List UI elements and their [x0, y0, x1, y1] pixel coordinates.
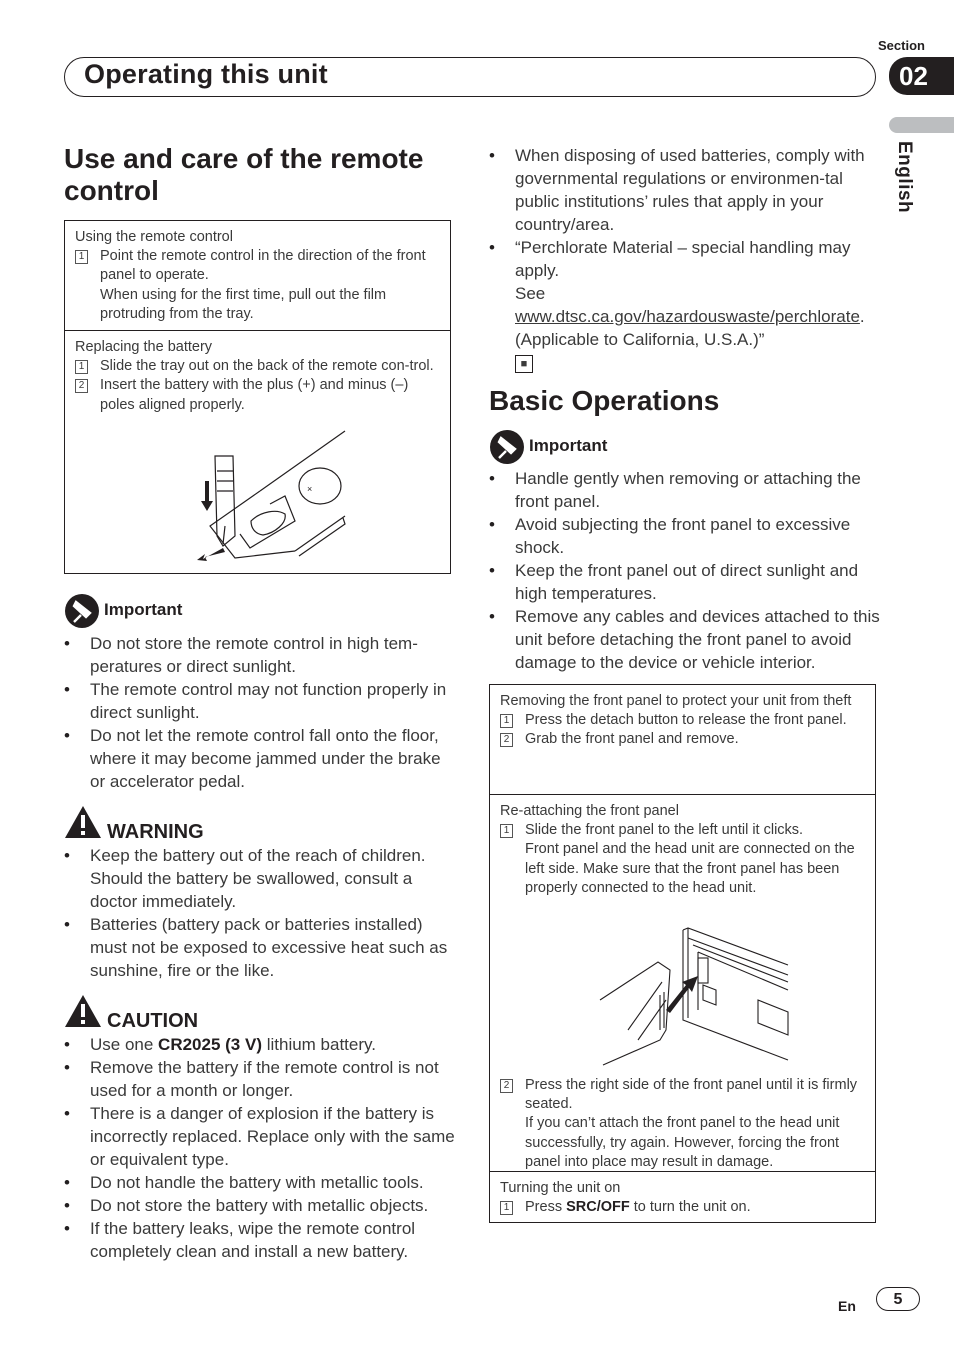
step-item [75, 376, 440, 414]
important-label: Important [529, 436, 608, 455]
step-note: When using for the first time, pull out the film protruding from the tray. [100, 286, 387, 322]
list-item: • If the battery leaks, wipe the remote control completely clean and install a new battery. [64, 1217, 456, 1263]
remote-control-instruction-box [64, 220, 451, 574]
important-pin-icon [489, 429, 525, 465]
text-segment: . (Applicable to California, U.S.A.)” [515, 307, 865, 349]
perchlorate-link[interactable]: www.dtsc.ca.gov/hazardouswaste/perchlorate [515, 307, 860, 326]
caution-label: CAUTION [107, 1010, 199, 1032]
list-item: • When disposing of used batteries, comply with governmental regulations or environmen-tal public institutions’ rules that apply in your country/area. [489, 144, 879, 236]
important-notice-left [64, 593, 183, 634]
replacing-battery-title: Replacing the battery [75, 339, 213, 355]
list-item: • Remove the battery if the remote control is not used for a month or longer. [64, 1056, 456, 1102]
replacing-battery-section [65, 331, 450, 415]
text-segment: Use one [90, 1035, 159, 1054]
step-number: 1 [500, 1201, 513, 1215]
step-number: 2 [500, 1079, 513, 1093]
warning-list [64, 844, 454, 982]
section-number-tab: 02 [889, 57, 954, 95]
list-item: • Do not store the battery with metallic objects. [64, 1194, 456, 1217]
list-item: • There is a danger of explosion if the battery is incorrectly replaced. Replace only with the same or equivalent type. [64, 1102, 456, 1171]
step-item [500, 711, 865, 730]
step-item [500, 821, 865, 898]
remote-control-heading: Use and care of the remote control [64, 143, 424, 206]
important-pin-icon [64, 593, 100, 629]
list-item: • Keep the battery out of the reach of children. Should the battery be swallowed, consult a doctor immediately. [64, 844, 454, 913]
caution-icon [64, 994, 102, 1028]
important-list-right [489, 467, 881, 674]
text-segment: See [515, 284, 546, 303]
step-text: Grab the front panel and remove. [525, 731, 739, 748]
end-mark: ■ [515, 355, 533, 373]
list-item: • The remote control may not function properly in direct sunlight. [64, 678, 454, 724]
step-number: 2 [75, 379, 88, 393]
list-item: • Do not store the remote control in high tem-peratures or direct sunlight. [64, 632, 454, 678]
list-item: • Do not let the remote control fall onto the floor, where it may become jammed under the brake or accelerator pedal. [64, 724, 454, 793]
front-panel-instruction-box [489, 684, 876, 1223]
step-text: Press the right side of the front panel until it is firmly seated. [525, 1077, 858, 1113]
step-text: Insert the battery with the plus (+) and minus (–) poles aligned properly. [100, 377, 409, 413]
step-item [75, 247, 440, 324]
list-item: • Batteries (battery pack or batteries installed) must not be exposed to excessive heat such as sunshine, fire or the like. [64, 913, 454, 982]
list-item: • Handle gently when removing or attaching the front panel. [489, 467, 881, 513]
step-number: 2 [500, 733, 513, 747]
perchlorate-text: “Perchlorate Material – special handling may apply. [515, 238, 851, 280]
step-note: If you can’t attach the front panel to the head unit successfully, try again. However, forcing the front panel into place may result in damage. [525, 1115, 840, 1170]
page-number: 5 [876, 1287, 920, 1311]
battery-replacement-illustration [195, 426, 355, 566]
reattaching-panel-title: Re-attaching the front panel [500, 803, 679, 819]
turning-on-title: Turning the unit on [500, 1180, 621, 1196]
list-item: • Do not handle the battery with metallic tools. [64, 1171, 456, 1194]
battery-type: CR2025 (3 V) [158, 1035, 262, 1054]
step-item [500, 1198, 865, 1217]
important-notice-right [489, 429, 608, 470]
list-item: • Remove any cables and devices attached to this unit before detaching the front panel to avoid damage to the device or vehicle interior. [489, 605, 881, 674]
list-item [64, 1033, 456, 1056]
list-item: • Avoid subjecting the front panel to excessive shock. [489, 513, 881, 559]
disposal-list [489, 144, 879, 373]
footer-language: En [838, 1298, 856, 1314]
language-label: English [894, 141, 915, 214]
step-number: 1 [500, 714, 513, 728]
important-list-left [64, 632, 454, 793]
list-item: • Keep the front panel out of direct sunlight and high temperatures. [489, 559, 881, 605]
warning-icon [64, 805, 102, 839]
caution-list [64, 1033, 456, 1263]
section-label: Section [878, 38, 925, 53]
step-text: Slide the front panel to the left until it clicks. [525, 822, 804, 839]
text-segment: Press [525, 1199, 567, 1216]
step-text: Press the detach button to release the front panel. [525, 712, 847, 729]
step-item [500, 730, 865, 749]
turning-on-section [490, 1172, 875, 1217]
warning-notice [64, 805, 204, 844]
basic-operations-heading: Basic Operations [489, 385, 720, 416]
using-remote-section [65, 221, 450, 324]
important-label: Important [104, 600, 183, 619]
warning-label: WARNING [107, 821, 204, 843]
step-text: Point the remote control in the direction of the front panel to operate. [100, 248, 426, 284]
text-segment: to turn the unit on. [629, 1199, 751, 1216]
removing-panel-title: Removing the front panel to protect your unit from theft [500, 693, 852, 709]
src-off-key: SRC/OFF [566, 1199, 630, 1216]
text-segment: lithium battery. [261, 1035, 376, 1054]
front-panel-attach-illustration [598, 900, 798, 1070]
step-text: Slide the tray out on the back of the remote con-trol. [100, 358, 434, 375]
list-item [489, 236, 879, 373]
reattaching-step2 [490, 1069, 875, 1172]
step-number: 1 [75, 250, 88, 264]
step-number: 1 [75, 360, 88, 374]
language-tab [889, 117, 954, 133]
svg-text:×: × [307, 484, 313, 494]
page-title: Operating this unit [84, 59, 328, 89]
step-item [500, 1076, 865, 1172]
step-note: Front panel and the head unit are connected on the left side. Make sure that the front panel has been properly connected to the head unit. [525, 841, 855, 896]
using-remote-title: Using the remote control [75, 229, 233, 245]
step-item [75, 357, 440, 376]
removing-panel-section [490, 685, 875, 750]
step-number: 1 [500, 824, 513, 838]
caution-notice [64, 994, 199, 1033]
reattaching-panel-section [490, 795, 875, 898]
